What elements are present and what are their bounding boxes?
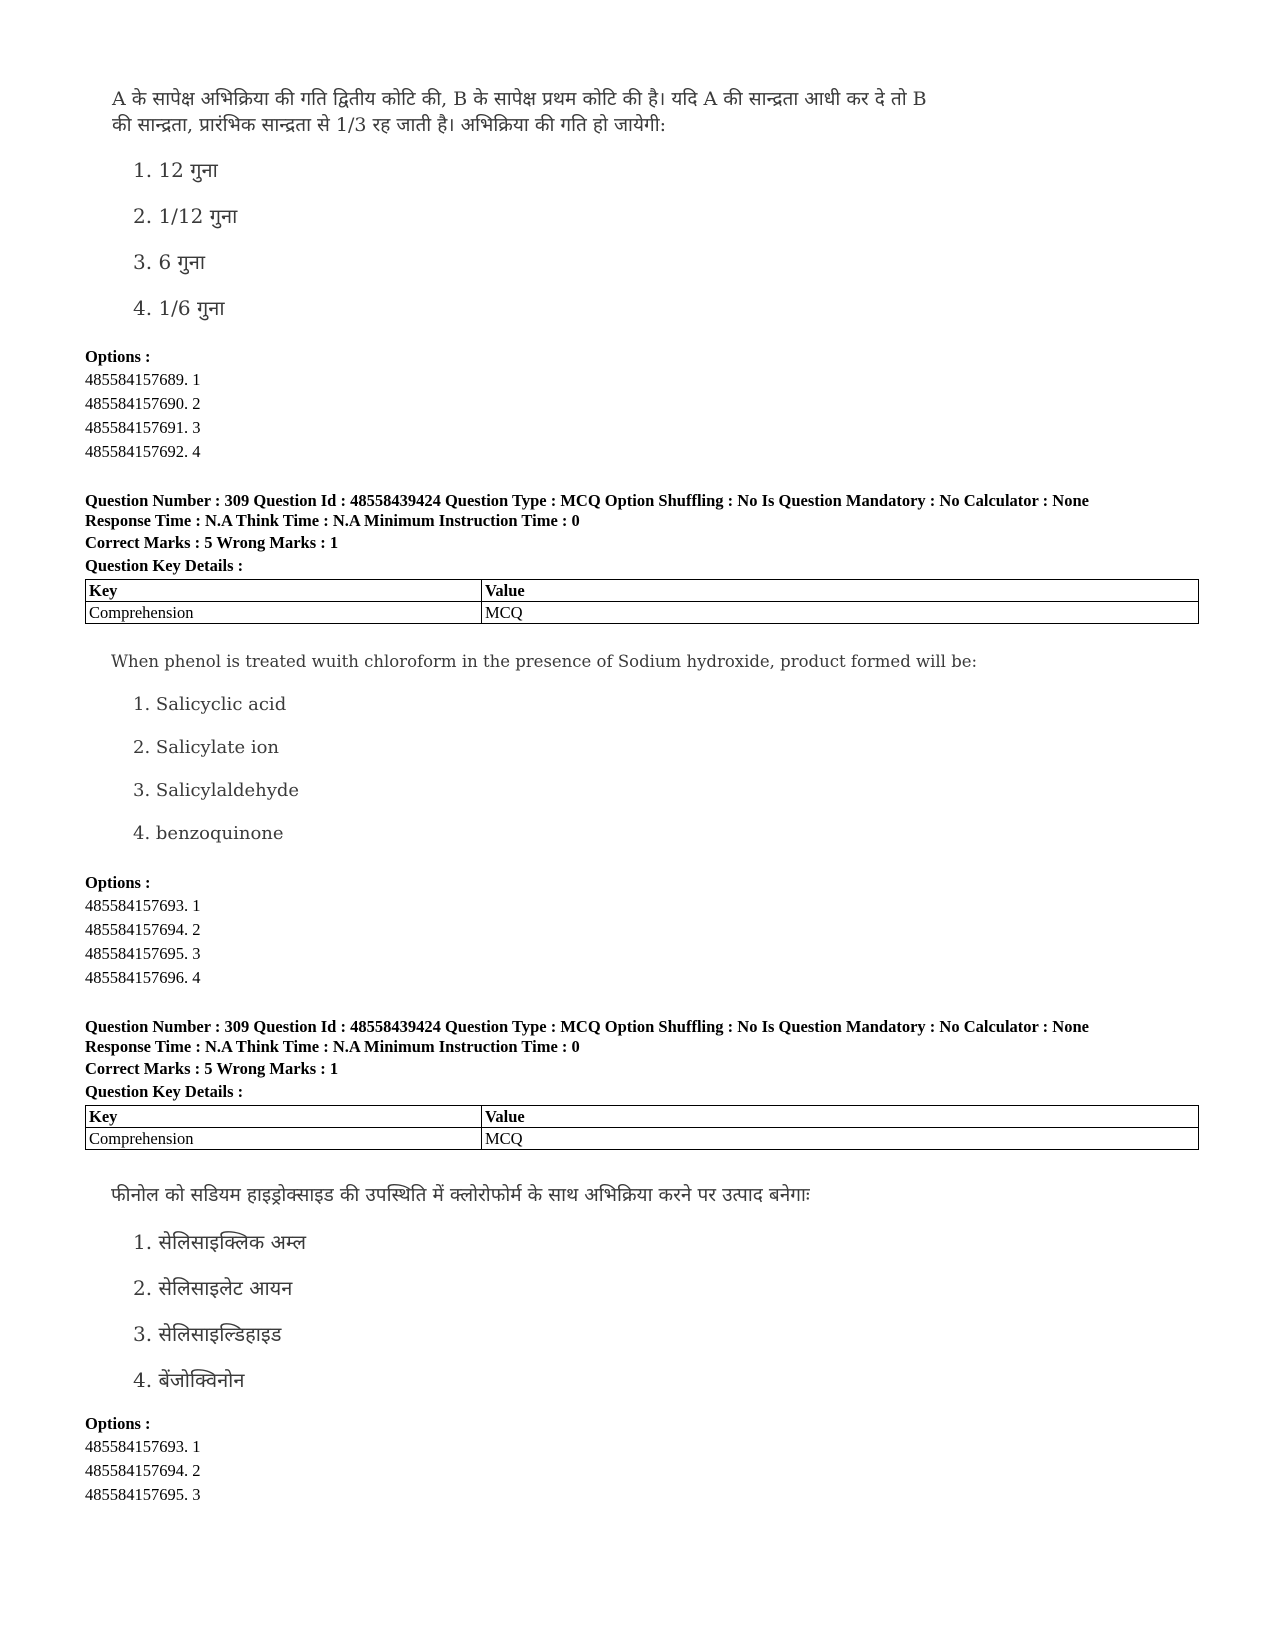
table-cell-key: Comprehension	[86, 602, 482, 624]
table-row	[86, 602, 1199, 624]
question-meta-line-2: Response Time : N.A Think Time : N.A Minimum Instruction Time : 0	[85, 1037, 580, 1056]
question-1-choice: 3. 6 गुना	[133, 250, 206, 274]
options-label: Options :	[85, 347, 151, 366]
question-2-choice: 4. benzoquinone	[133, 823, 284, 844]
question-3-text: फीनोल को सडियम हाइड्रोक्साइड की उपस्थिति में क्लोरोफोर्म के साथ अभिक्रिया करने पर उत्पाद बनेगाः	[111, 1184, 810, 1206]
question-1-line-2: की सान्द्रता, प्रारंभिक सान्द्रता से 1/3 रह जाती है। अभिक्रिया की गति हो जायेगी:	[112, 114, 667, 136]
table-row	[86, 1128, 1199, 1150]
marks-line: Correct Marks : 5 Wrong Marks : 1	[85, 1059, 339, 1078]
option-item: 485584157695. 3	[85, 1485, 201, 1504]
table-cell-key: Comprehension	[86, 1128, 482, 1150]
question-2-text: When phenol is treated wuith chloroform in the presence of Sodium hydroxide, product formed will be:	[111, 652, 978, 671]
question-3-key-table-wrap	[85, 1105, 1199, 1150]
option-item: 485584157693. 1	[85, 1437, 201, 1456]
question-3-choice: 1. सेलिसाइक्लिक अम्ल	[133, 1230, 307, 1254]
option-item: 485584157693. 1	[85, 896, 201, 915]
table-header-key: Key	[86, 1106, 482, 1128]
table-header-value: Value	[482, 580, 1199, 602]
question-2-choice: 2. Salicylate ion	[133, 737, 280, 758]
question-1-line-1: A के सापेक्ष अभिक्रिया की गति द्वितीय कोटि की, B के सापेक्ष प्रथम कोटि की है। यदि A की सान्द्रता आधी कर दे तो B	[112, 88, 927, 110]
options-label: Options :	[85, 873, 151, 892]
question-meta-line-1: Question Number : 309 Question Id : 48558439424 Question Type : MCQ Option Shuffling : No Is Question Mandatory : No Calculator : None	[85, 1017, 1089, 1036]
option-item: 485584157691. 3	[85, 418, 201, 437]
question-1-choice: 2. 1/12 गुना	[133, 204, 238, 228]
option-item: 485584157690. 2	[85, 394, 201, 413]
question-3-choice: 4. बेंजोक्विनोन	[133, 1368, 245, 1392]
question-1-choice: 4. 1/6 गुना	[133, 296, 225, 320]
option-item: 485584157694. 2	[85, 1461, 201, 1480]
question-meta-line-1: Question Number : 309 Question Id : 48558439424 Question Type : MCQ Option Shuffling : No Is Question Mandatory : No Calculator : None	[85, 491, 1089, 510]
question-meta-line-2: Response Time : N.A Think Time : N.A Minimum Instruction Time : 0	[85, 511, 580, 530]
question-2-choice: 1. Salicyclic acid	[133, 694, 287, 715]
option-item: 485584157692. 4	[85, 442, 201, 461]
key-details-table	[85, 1105, 1199, 1150]
option-item: 485584157694. 2	[85, 920, 201, 939]
question-3-meta	[85, 1017, 1089, 1057]
options-label: Options :	[85, 1414, 151, 1433]
marks-line: Correct Marks : 5 Wrong Marks : 1	[85, 533, 339, 552]
key-details-label: Question Key Details :	[85, 556, 244, 575]
options-list	[85, 894, 201, 990]
question-2-key-table-wrap	[85, 579, 1199, 624]
options-list	[85, 368, 201, 464]
key-details-table	[85, 579, 1199, 624]
table-header-value: Value	[482, 1106, 1199, 1128]
table-cell-value: MCQ	[482, 602, 1199, 624]
option-item: 485584157695. 3	[85, 944, 201, 963]
table-header-row	[86, 580, 1199, 602]
question-3-choice: 2. सेलिसाइलेट आयन	[133, 1276, 293, 1300]
options-list	[85, 1435, 201, 1507]
option-item: 485584157689. 1	[85, 370, 201, 389]
question-1-text	[112, 86, 1112, 138]
table-header-row	[86, 1106, 1199, 1128]
question-2-choice: 3. Salicylaldehyde	[133, 780, 300, 801]
question-1-choice: 1. 12 गुना	[133, 158, 218, 182]
key-details-label: Question Key Details :	[85, 1082, 244, 1101]
question-2-meta	[85, 491, 1089, 531]
question-3-choice: 3. सेलिसाइल्डिहाइड	[133, 1322, 282, 1346]
option-item: 485584157696. 4	[85, 968, 201, 987]
table-cell-value: MCQ	[482, 1128, 1199, 1150]
table-header-key: Key	[86, 580, 482, 602]
